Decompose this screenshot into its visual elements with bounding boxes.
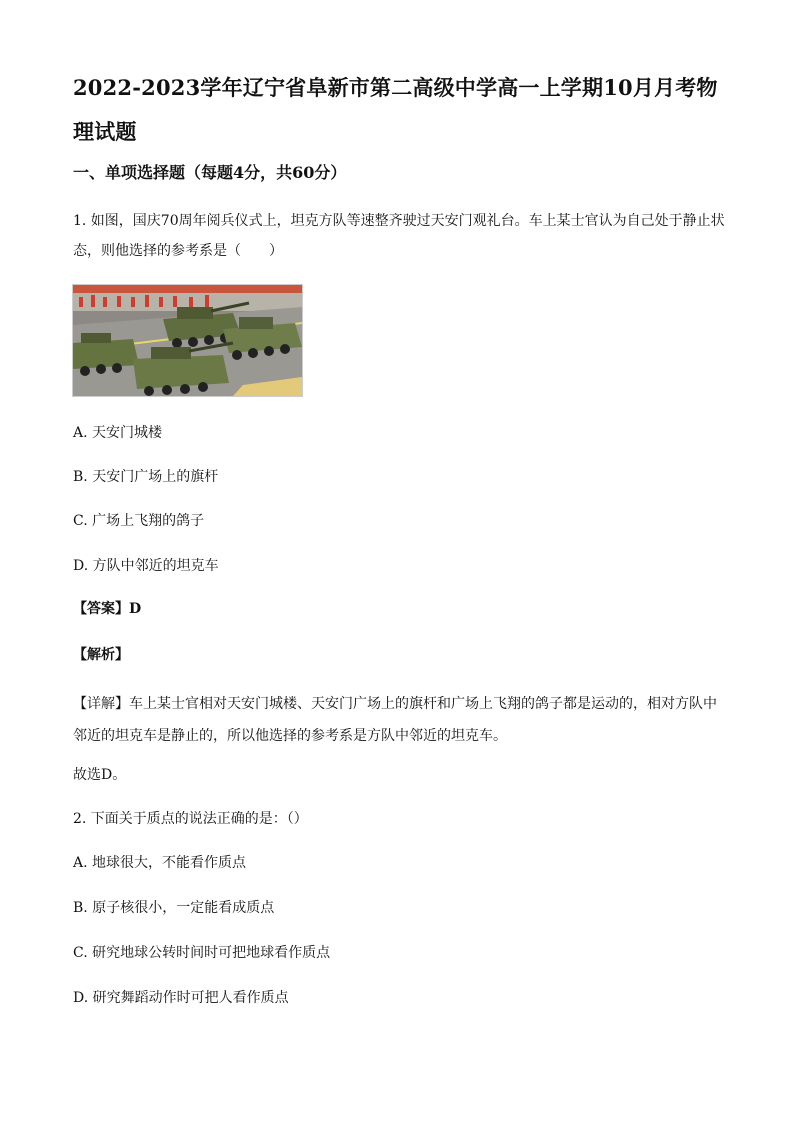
question-1-stem: 1. 如图，国庆70周年阅兵仪式上，坦克方队等速整齐驶过天安门观礼台。车上某士官认为自己处于静止状态，则他选择的参考系是（ ） xyxy=(73,213,725,259)
q2-option-b: B. 原子核很小，一定能看成质点 xyxy=(73,900,275,916)
q2-option-a: A. 地球很大，不能看作质点 xyxy=(73,855,247,871)
q1-option-d: D. 方队中邻近的坦克车 xyxy=(73,558,219,574)
question-2-stem: 2. 下面关于质点的说法正确的是：（） xyxy=(73,811,308,827)
q1-option-c: C. 广场上飞翔的鸽子 xyxy=(73,513,205,529)
parade-tank-image xyxy=(72,284,303,397)
q2-option-d: D. 研究舞蹈动作时可把人看作质点 xyxy=(73,990,289,1006)
q1-option-a: A. 天安门城楼 xyxy=(73,425,163,441)
document-title: 2022-2023学年辽宁省阜新市第二高级中学高一上学期10月月考物理试题 xyxy=(73,75,718,144)
section-heading: 一、单项选择题（每题4分，共60分） xyxy=(73,163,347,182)
q1-answer: 【答案】D xyxy=(73,601,142,617)
q1-conclusion: 故选D。 xyxy=(73,767,127,783)
q1-detail: 【详解】车上某士官相对天安门城楼、天安门广场上的旗杆和广场上飞翔的鸽子都是运动的，相对方队中邻近的坦克车是静止的，所以他选择的参考系是方队中邻近的坦克车。 xyxy=(73,696,717,744)
q2-option-c: C. 研究地球公转时间时可把地球看作质点 xyxy=(73,945,331,961)
q1-option-b: B. 天安门广场上的旗杆 xyxy=(73,469,219,485)
q1-analysis-label: 【解析】 xyxy=(73,647,129,663)
